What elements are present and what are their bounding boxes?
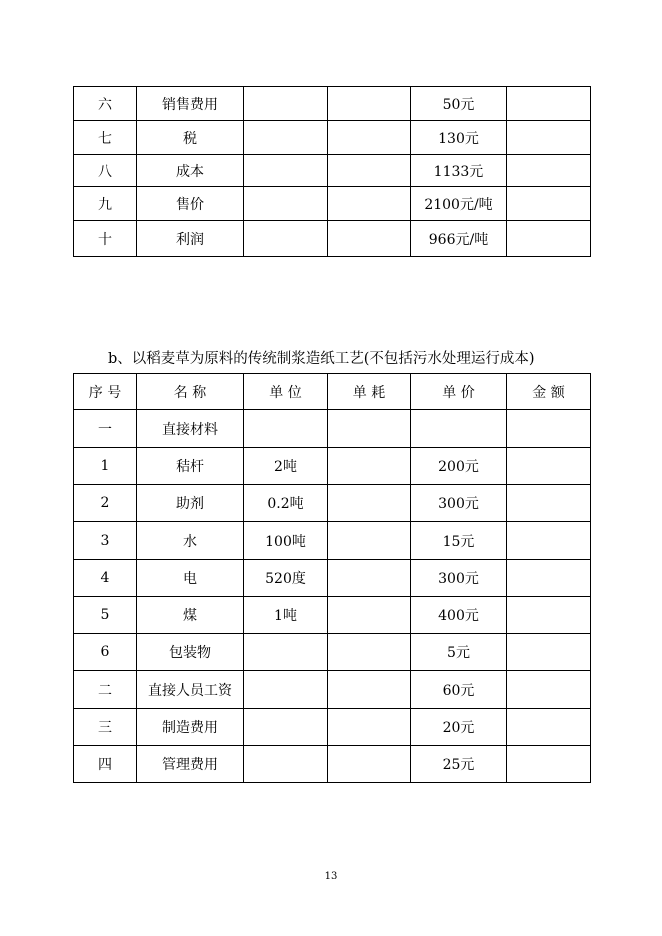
consumption-cell <box>328 746 411 783</box>
table-row <box>74 709 591 746</box>
unit-cell <box>244 221 328 257</box>
table-row <box>74 87 591 121</box>
unit-cell <box>244 87 328 121</box>
row-number-cell: 一 <box>74 410 137 448</box>
amount-cell <box>507 709 591 746</box>
item-name-cell: 税 <box>137 121 244 155</box>
item-name-cell: 秸杆 <box>137 448 244 485</box>
unit-price-cell: 300元 <box>411 560 507 597</box>
item-name-cell: 助剂 <box>137 485 244 522</box>
unit-cell <box>244 746 328 783</box>
unit-price-cell: 2100元/吨 <box>411 187 507 221</box>
unit-price-cell: 5元 <box>411 634 507 671</box>
unit-cell <box>244 410 328 448</box>
unit-cell: 0.2吨 <box>244 485 328 522</box>
unit-cell: 520度 <box>244 560 328 597</box>
table-row <box>74 187 591 221</box>
column-header: 金 额 <box>507 374 591 410</box>
row-number-cell: 1 <box>74 448 137 485</box>
straw-pulping-cost-table <box>73 373 591 783</box>
consumption-cell <box>328 709 411 746</box>
unit-cell <box>244 121 328 155</box>
item-name-cell: 直接人员工资 <box>137 671 244 709</box>
amount-cell <box>507 671 591 709</box>
unit-price-cell: 50元 <box>411 87 507 121</box>
unit-price-cell: 400元 <box>411 597 507 634</box>
unit-cell: 2吨 <box>244 448 328 485</box>
table-row <box>74 221 591 257</box>
unit-cell <box>244 671 328 709</box>
unit-price-cell: 300元 <box>411 485 507 522</box>
amount-cell <box>507 485 591 522</box>
amount-cell <box>507 410 591 448</box>
unit-price-cell: 1133元 <box>411 155 507 187</box>
unit-price-cell: 130元 <box>411 121 507 155</box>
unit-price-cell: 20元 <box>411 709 507 746</box>
consumption-cell <box>328 485 411 522</box>
amount-cell <box>507 155 591 187</box>
table-row <box>74 634 591 671</box>
amount-cell <box>507 560 591 597</box>
consumption-cell <box>328 671 411 709</box>
row-number-cell: 九 <box>74 187 137 221</box>
consumption-cell <box>328 187 411 221</box>
table-row <box>74 597 591 634</box>
unit-price-cell: 60元 <box>411 671 507 709</box>
page-number: 13 <box>324 871 338 882</box>
consumption-cell <box>328 560 411 597</box>
table-row <box>74 746 591 783</box>
unit-price-cell: 966元/吨 <box>411 221 507 257</box>
consumption-cell <box>328 410 411 448</box>
consumption-cell <box>328 448 411 485</box>
table-header-row <box>74 374 591 410</box>
column-header: 名 称 <box>137 374 244 410</box>
row-number-cell: 十 <box>74 221 137 257</box>
row-number-cell: 3 <box>74 522 137 560</box>
table-row <box>74 410 591 448</box>
row-number-cell: 6 <box>74 634 137 671</box>
item-name-cell: 售价 <box>137 187 244 221</box>
table-row <box>74 560 591 597</box>
amount-cell <box>507 448 591 485</box>
table-row <box>74 522 591 560</box>
row-number-cell: 二 <box>74 671 137 709</box>
consumption-cell <box>328 87 411 121</box>
consumption-cell <box>328 121 411 155</box>
item-name-cell: 水 <box>137 522 244 560</box>
item-name-cell: 煤 <box>137 597 244 634</box>
unit-cell <box>244 634 328 671</box>
unit-price-cell: 200元 <box>411 448 507 485</box>
column-header: 单 耗 <box>328 374 411 410</box>
amount-cell <box>507 221 591 257</box>
amount-cell <box>507 746 591 783</box>
amount-cell <box>507 597 591 634</box>
consumption-cell <box>328 597 411 634</box>
unit-cell <box>244 155 328 187</box>
unit-cell: 100吨 <box>244 522 328 560</box>
consumption-cell <box>328 522 411 560</box>
table-row <box>74 155 591 187</box>
amount-cell <box>507 634 591 671</box>
table-row <box>74 448 591 485</box>
column-header: 单 价 <box>411 374 507 410</box>
row-number-cell: 八 <box>74 155 137 187</box>
unit-cell: 1吨 <box>244 597 328 634</box>
table-row <box>74 121 591 155</box>
unit-cell <box>244 709 328 746</box>
consumption-cell <box>328 155 411 187</box>
item-name-cell: 直接材料 <box>137 410 244 448</box>
table-row <box>74 485 591 522</box>
unit-price-cell: 15元 <box>411 522 507 560</box>
row-number-cell: 三 <box>74 709 137 746</box>
section-b-title: b、以稻麦草为原料的传统制浆造纸工艺(不包括污水处理运行成本) <box>108 351 535 367</box>
item-name-cell: 销售费用 <box>137 87 244 121</box>
column-header: 序 号 <box>74 374 137 410</box>
cost-table-continued <box>73 86 591 257</box>
row-number-cell: 5 <box>74 597 137 634</box>
consumption-cell <box>328 221 411 257</box>
item-name-cell: 制造费用 <box>137 709 244 746</box>
item-name-cell: 管理费用 <box>137 746 244 783</box>
consumption-cell <box>328 634 411 671</box>
amount-cell <box>507 187 591 221</box>
table-row <box>74 671 591 709</box>
row-number-cell: 4 <box>74 560 137 597</box>
item-name-cell: 电 <box>137 560 244 597</box>
row-number-cell: 2 <box>74 485 137 522</box>
column-header: 单 位 <box>244 374 328 410</box>
row-number-cell: 六 <box>74 87 137 121</box>
amount-cell <box>507 522 591 560</box>
amount-cell <box>507 121 591 155</box>
unit-price-cell <box>411 410 507 448</box>
item-name-cell: 包装物 <box>137 634 244 671</box>
row-number-cell: 四 <box>74 746 137 783</box>
unit-price-cell: 25元 <box>411 746 507 783</box>
amount-cell <box>507 87 591 121</box>
unit-cell <box>244 187 328 221</box>
item-name-cell: 利润 <box>137 221 244 257</box>
row-number-cell: 七 <box>74 121 137 155</box>
item-name-cell: 成本 <box>137 155 244 187</box>
